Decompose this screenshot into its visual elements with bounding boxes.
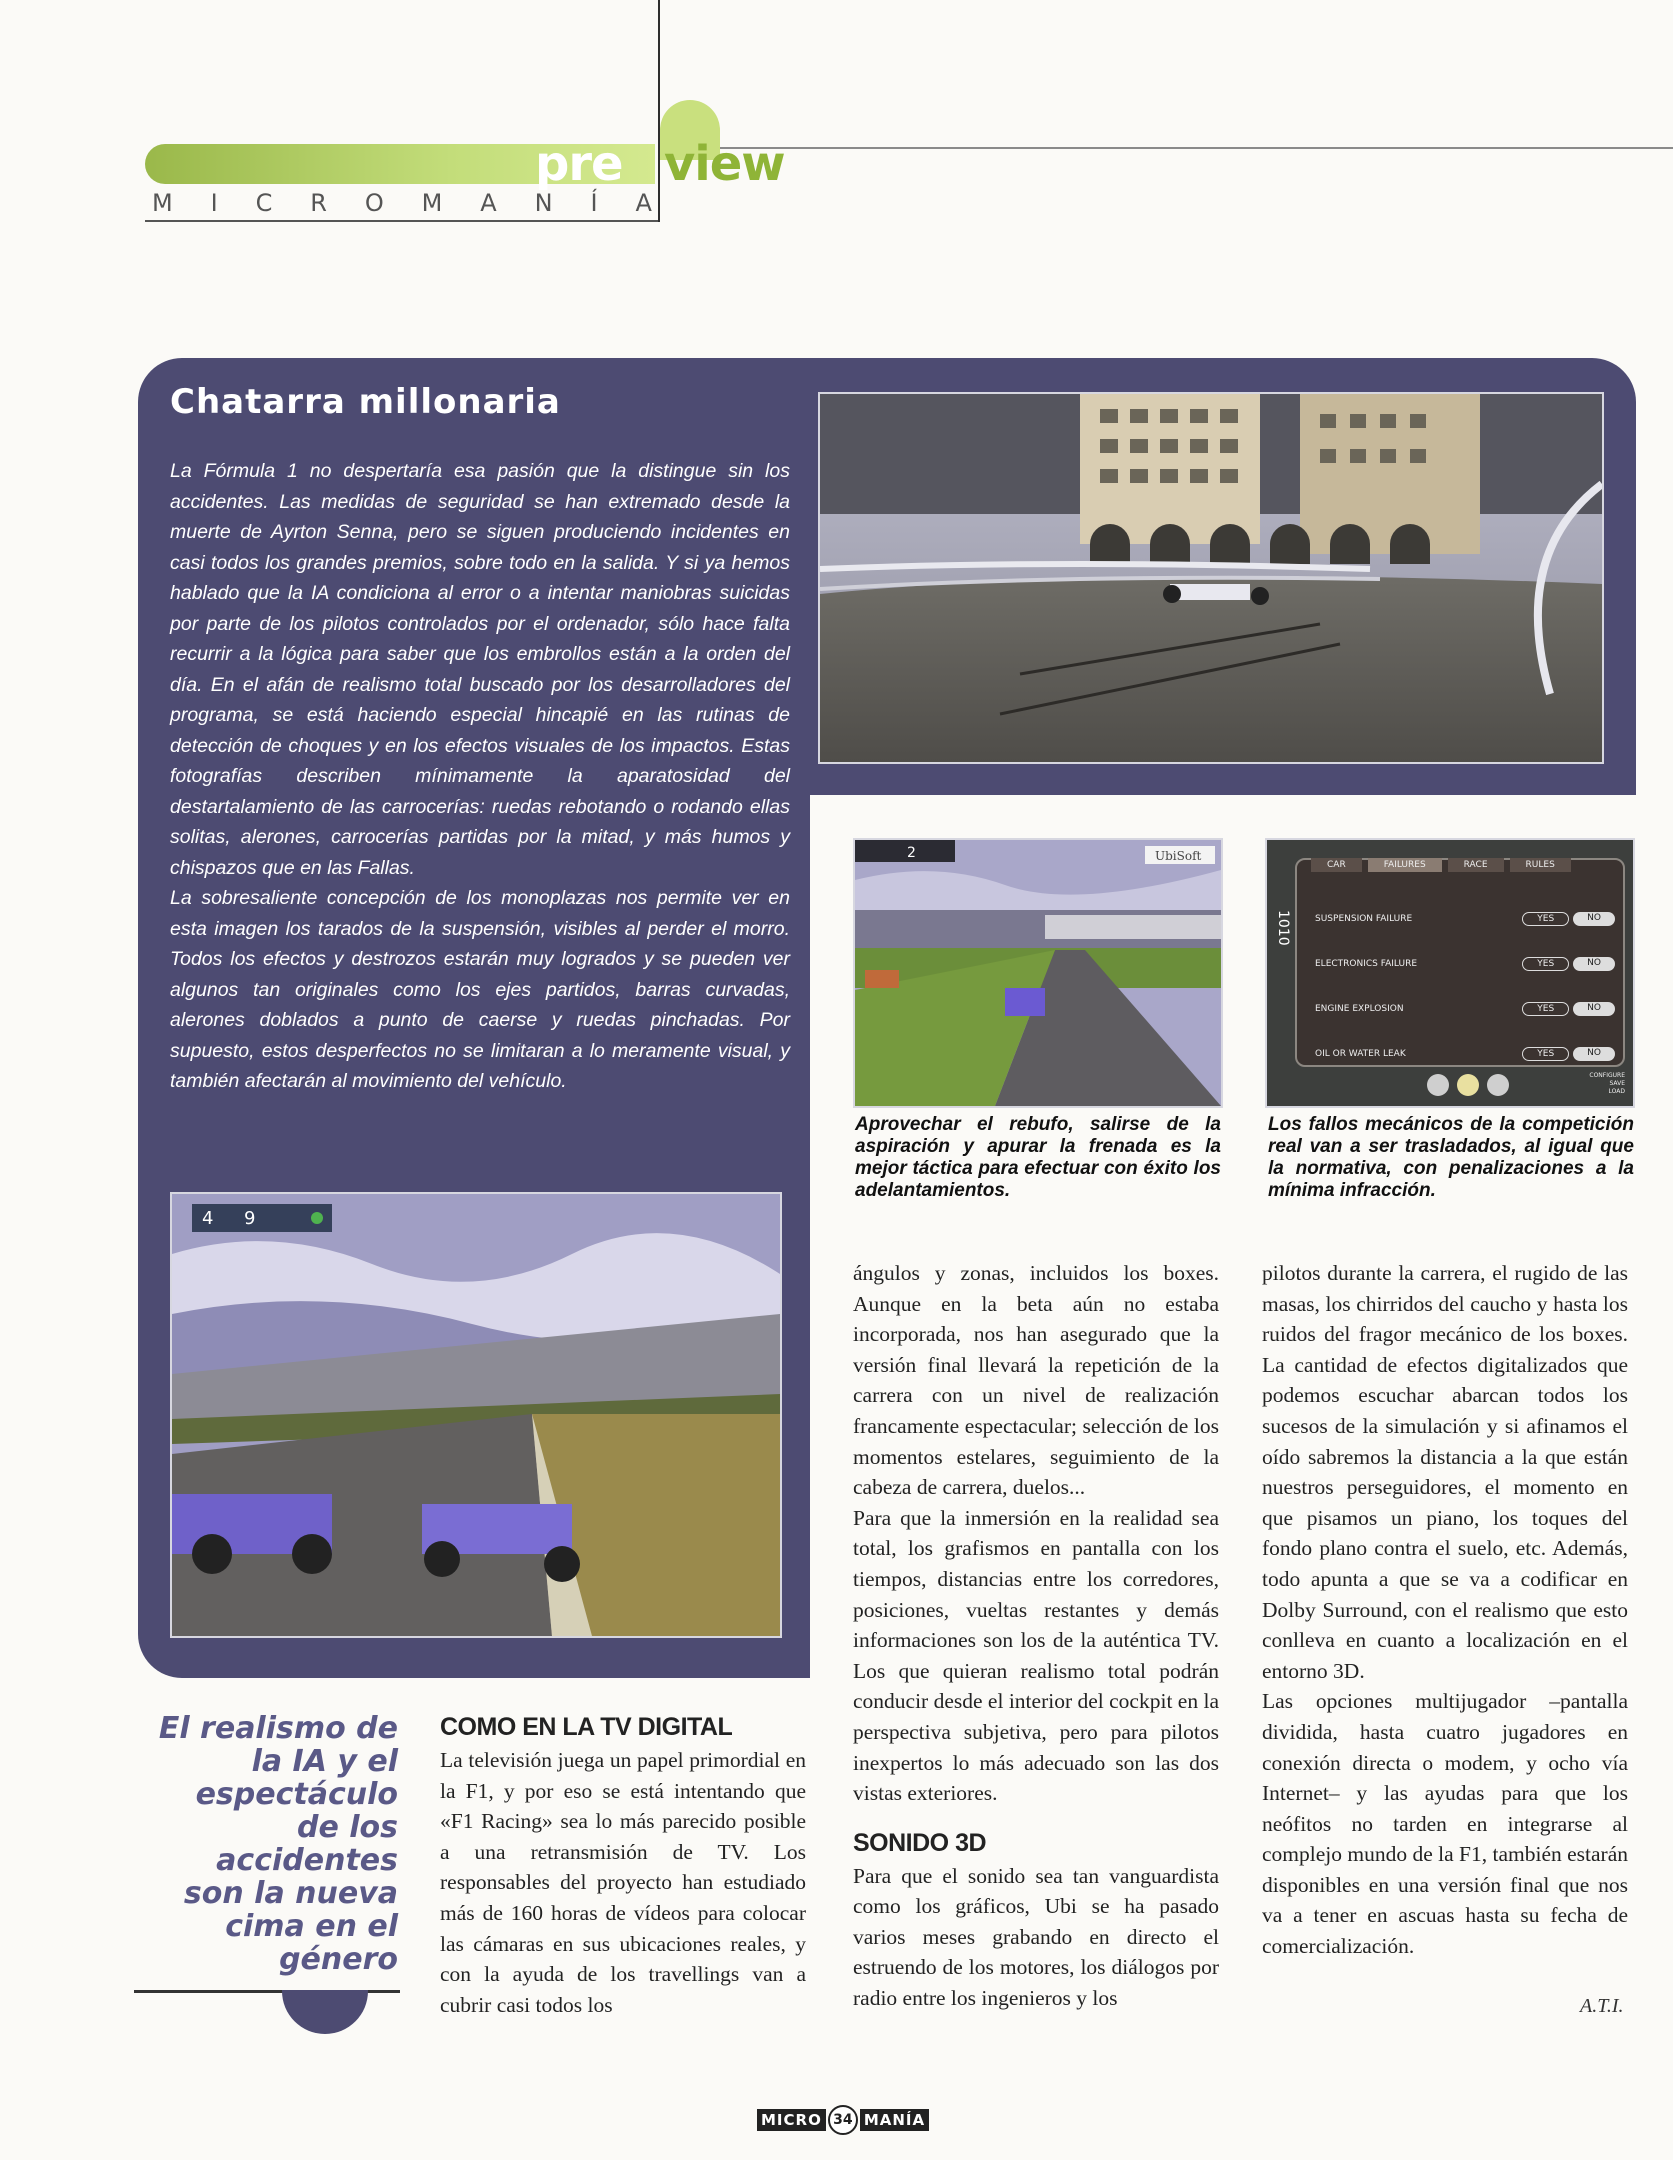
race-track-image [855, 840, 1221, 1106]
side-label: 1010 [1275, 910, 1291, 946]
section-heading: SONIDO 3D [853, 1828, 987, 1857]
article-column-3 [1262, 1258, 1628, 1962]
failure-label: ELECTRONICS FAILURE [1315, 958, 1418, 969]
yes-button[interactable]: YES [1522, 1047, 1569, 1061]
magazine-brand [152, 189, 652, 217]
screenshot-crash-buildings [818, 392, 1604, 764]
tab-car[interactable]: CAR [1311, 858, 1362, 872]
tab-race[interactable]: RACE [1448, 858, 1504, 872]
tab-rules[interactable]: RULES [1510, 858, 1571, 872]
failure-label: SUSPENSION FAILURE [1315, 913, 1413, 924]
nav-home-icon[interactable] [1457, 1074, 1479, 1096]
article-paragraph: Para que la inmersión en la realidad sea total, los grafismos en pantalla con los tiempos, distancias entre los corredores, posiciones, vueltas restantes y demás informaciones son los de la auténtica TV. Los que quieran realismo total podrán conducir desde el interior del cockpit en la perspectiva subjetiva, pero para pilotos inexpertos lo más adecuado son las dos vistas exteriores. [853, 1505, 1219, 1806]
section-heading: COMO EN LA TV DIGITAL [440, 1713, 733, 1741]
failure-row [1315, 896, 1615, 941]
page-number: 34 [828, 2105, 858, 2135]
hud-position: 4 [202, 1208, 214, 1229]
page-footer [757, 2105, 929, 2135]
sidebar-title: Chatarra millonaria [170, 382, 561, 422]
sidebar-paragraph: La sobresaliente concepción de los monoplazas nos permite ver en esta imagen los tarados de la suspensión, visibles al perder el morro. Todos los efectos y destrozos estarán muy logrados y se pueden ver algunos tan originales como los ejes partidos, barras curvadas, alerones doblados a punto de caerse y ruedas pinchadas. Por supuesto, estos desperfectos no se limitaran a lo meramente visual, y también afectarán al movimiento del vehículo. [170, 887, 790, 1092]
yes-button[interactable]: YES [1522, 957, 1569, 971]
yes-button[interactable]: YES [1522, 912, 1569, 926]
hud-lap: 2 [907, 845, 916, 861]
footer-brand-left: MICRO [757, 2109, 826, 2131]
no-button[interactable]: NO [1573, 1002, 1615, 1016]
nav-back-icon[interactable] [1427, 1074, 1449, 1096]
sidebar-text [170, 456, 790, 1097]
section-logo-view: view [664, 136, 785, 192]
no-button[interactable]: NO [1573, 957, 1615, 971]
brand-letter: C [255, 189, 273, 217]
caption-race-track: Aprovechar el rebufo, salirse de la aspiración y apurar la frenada es la mejor táctica para efectuar con éxito los adelantamientos. [855, 1114, 1221, 1201]
brand-letter: M [421, 189, 443, 217]
article-paragraph: La televisión juega un papel primordial en la F1, y por eso se está intentando que «F1 Racing» sea lo más parecido posible a una retransmisión de TV. Los responsables del proyecto han estudiado más de 160 horas de vídeos para colocar las cámaras en sus ubicaciones reales, y con la ayuda de los travellings van a cubrir casi todos los [440, 1748, 806, 2017]
screenshot-failure-settings [1265, 838, 1635, 1108]
brand-letter: Í [590, 189, 598, 217]
screenshot-crash-straight [170, 1192, 782, 1638]
caption-failure-settings: Los fallos mecánicos de la competición real van a ser trasladados, al igual que la normativa, con penalizaciones a la mínima infracción. [1268, 1114, 1634, 1201]
failure-row [1315, 1031, 1615, 1076]
crash-buildings-image [820, 394, 1602, 762]
crash-straight-image [172, 1194, 780, 1636]
brand-underline [145, 220, 658, 222]
sidebar-paragraph: La Fórmula 1 no despertaría esa pasión que la distingue sin los accidentes. Las medidas de seguridad se han extremado desde la muerte de Ayrton Senna, pero se siguen produciendo incidentes en casi todos los grandes premios, sobre todo en la salida. Y si ya hemos hablado que la IA condiciona al error o a intentar maniobras suicidas por parte de los pilotos controlados por el ordenador, sólo hace falta recurrir a la lógica para saber que los embrollos están a la orden del día. En el afán de realismo total buscado por los desarrolladores del programa, se está haciendo especial hincapié en las rutinas de detección de choques y en los efectos visuales de los impactos. Estas fotografías describen mínimamente la aparatosidad del destartalamiento de las carrocerías: ruedas rebotando o rodando ellas solitas, alerones, carrocerías partidas por la mitad, y más humos y chispazos que en las Fallas. [170, 460, 790, 879]
tab-failures[interactable]: FAILURES [1368, 858, 1442, 872]
brand-letter: A [480, 189, 497, 217]
article-paragraph: Las opciones multijugador –pantalla dividida, hasta cuatro jugadores en conexión directa o modem, y ocho vía Internet– y las ayudas para que los neófitos no tarden en integrarse al complejo mundo de la F1, también estarán disponibles en una versión final que nos va a tener en ascuas hasta su fecha de comercialización. [1262, 1689, 1629, 1959]
failure-row [1315, 941, 1615, 986]
load-link[interactable]: LOAD [1608, 1088, 1625, 1095]
header-horizontal-rule [660, 147, 1673, 149]
footer-brand-right: MANÍA [860, 2109, 929, 2131]
brand-letter: I [210, 189, 218, 217]
brand-letter: R [310, 189, 327, 217]
header-vertical-rule [658, 0, 660, 222]
article-paragraph: pilotos durante la carrera, el rugido de las masas, los chirridos del caucho y hasta los ruidos del fragor mecánico de los boxes. La cantidad de efectos digitalizados que podemos escuchar abarcan todos los sucesos de la simulación y si afinamos el oído sabremos la distancia a la que están nuestros perseguidores, el momento en que pisamos un piano, los toques del fondo plano contra el suelo, etc. Además, todo apunta a que se va a codificar en Dolby Surround, con el realismo que esto conlleva en cuanto a localización en el entorno 3D. [1262, 1261, 1628, 1683]
author-signature: A.T.I. [1580, 1995, 1624, 2017]
article-paragraph: Para que el sonido sea tan vanguardista como los gráficos, Ubi se ha pasado varios meses grabando en directo el estruendo de los motores, los diálogos por radio entre los ingenieros y los [853, 1863, 1219, 2011]
article-column-2 [853, 1258, 1219, 2014]
no-button[interactable]: NO [1573, 1047, 1615, 1061]
article-paragraph: ángulos y zonas, incluidos los boxes. Aunque en la beta aún no estaba incorporada, nos han asegurado que la versión final llevará la repetición de la carrera con un nivel de realización francamente espectacular; selección de los momentos estelares, seguimiento de la cabeza de carrera, duelos... [853, 1261, 1219, 1500]
brand-letter: M [152, 189, 173, 217]
yes-button[interactable]: YES [1522, 1002, 1569, 1016]
brand-letter: O [364, 189, 384, 217]
failure-row [1315, 986, 1615, 1031]
configure-link[interactable]: CONFIGURE [1589, 1072, 1625, 1079]
nav-next-icon[interactable] [1487, 1074, 1509, 1096]
brand-letter: A [635, 189, 652, 217]
ubisoft-tag: UbiSoft [1155, 849, 1202, 863]
section-logo-pre: pre [535, 136, 623, 192]
pull-quote: El realismo de la IA y el espectáculo de los accidentes son la nueva cima en el género [158, 1711, 398, 1977]
screenshot-race-track [853, 838, 1223, 1108]
brand-letter: N [534, 189, 553, 217]
failure-label: ENGINE EXPLOSION [1315, 1003, 1404, 1014]
pull-quote-disc [282, 1990, 368, 2034]
hud-lap-count: 9 [244, 1208, 256, 1229]
article-column-1 [440, 1711, 806, 2020]
no-button[interactable]: NO [1573, 912, 1615, 926]
save-link[interactable]: SAVE [1609, 1080, 1625, 1087]
failure-label: OIL OR WATER LEAK [1315, 1048, 1406, 1059]
